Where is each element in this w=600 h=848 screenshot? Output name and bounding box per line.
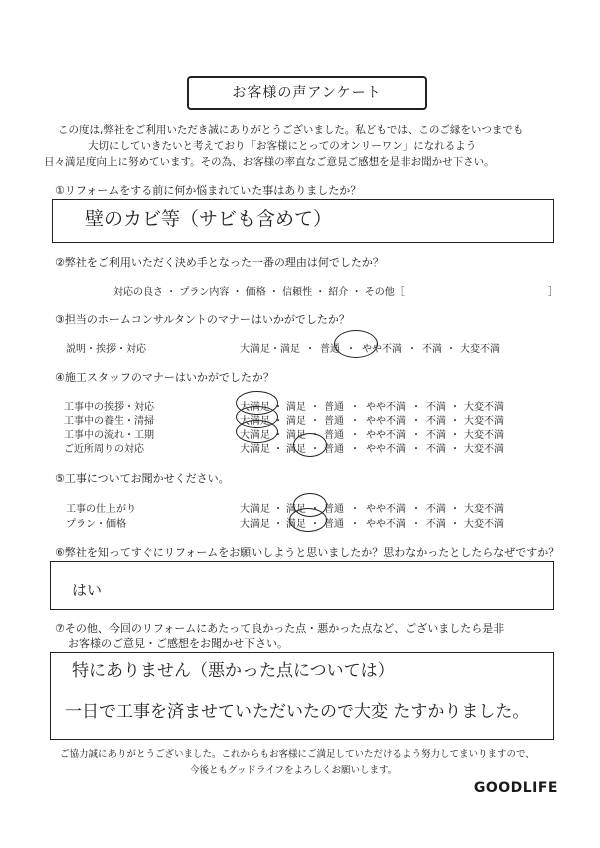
intro-line-3: 日々満足度向上に努めています。その為、お客様の率直なご意見ご感想を是非お聞かせ下さい。 xyxy=(44,156,495,168)
intro-line-1: この度は,弊社をご利用いただき誠にありがとうございました。私どもでは、このご縁をいつまでも xyxy=(58,124,524,136)
question-5: ⑤工事についてお聞かせください。 xyxy=(55,472,230,485)
q4-row-1-scale: 大満足 ・ 満足 ・ 普通 ・ やや不満 ・ 不満 ・ 大変不満 xyxy=(240,402,504,413)
question-4: ④施工スタッフのマナーはいかがでしたか？ xyxy=(55,371,274,384)
answer-1-handwritten: 壁のカビ等（サビも含めて） xyxy=(85,208,333,230)
q4-row-4-selected-circle xyxy=(293,433,327,457)
scale-taihen-fuman: 大変不満 xyxy=(460,344,500,355)
scale-futsuu: 普通 xyxy=(320,344,340,355)
q2-bracket-close: ］ xyxy=(548,287,558,298)
q3-scale: 大満足・満足 ・ 普通 ・ やや不満 ・ 不満 ・ 大変不満 xyxy=(240,340,500,355)
answer-7-line-2-handwritten: 一日で工事を済ませていただいたので大変 たすかりました。 xyxy=(65,702,530,722)
q5-row-2-label: プラン・価格 xyxy=(66,519,126,530)
answer-6-handwritten: はい xyxy=(72,581,103,599)
survey-title: お客様の声アンケート xyxy=(187,76,427,110)
q3-row-label: 説明・挨拶・対応 xyxy=(66,344,146,355)
footer-line-1: ご協力誠にありがとうございました。これからもお客様にご満足していただけるよう努力してまいりますので、 xyxy=(60,749,535,760)
question-1: ①リフォームをする前に何か悩まれていた事はありましたか？ xyxy=(55,184,362,197)
q3-selected-circle xyxy=(334,330,378,358)
goodlife-logo: GOODLIFE xyxy=(473,780,558,796)
q2-options: 対応の良さ ・ プラン内容 ・ 価格 ・ 信頼性 ・ 紹介 ・ その他［ xyxy=(113,287,405,298)
q4-row-3-selected-circle xyxy=(236,420,278,443)
q4-row-4-scale: 大満足 ・ 満足 ・ 普通 ・ やや不満 ・ 不満 ・ 大変不満 xyxy=(240,444,504,455)
q5-row-2-scale: 大満足 ・ 満足 ・ 普通 ・ やや不満 ・ 不満 ・ 大変不満 xyxy=(240,519,504,530)
q4-row-4-label: ご近所周りの対応 xyxy=(64,444,144,455)
footer-line-2: 今後ともグッドライフをよろしくお願いします。 xyxy=(190,765,398,776)
q4-row-2-label: 工事中の養生・清掃 xyxy=(64,416,154,427)
question-6: ⑥弊社を知ってすぐにリフォームをお願いしようと思いましたか？思わなかったとしたらなぜですか？ xyxy=(55,546,560,559)
q4-row-2-scale: 大満足 ・ 満足 ・ 普通 ・ やや不満 ・ 不満 ・ 大変不満 xyxy=(240,416,504,427)
question-3: ③担当のホームコンサルタントのマナーはいかがでしたか？ xyxy=(55,313,350,326)
scale-dai-manzoku: 大満足 xyxy=(240,344,270,355)
answer-7-line-1-handwritten: 特にありません（悪かった点については） xyxy=(72,661,395,681)
question-7-line-1: ⑦その他、今回のリフォームにあたって良かった点・悪かった点など、ございましたら是非 xyxy=(55,622,505,635)
scale-yaya-fuman: やや不満 xyxy=(362,344,402,355)
q5-row-1-label: 工事の仕上がり xyxy=(66,504,136,515)
q5-row-1-scale: 大満足 ・ 満足 ・ 普通 ・ やや不満 ・ 不満 ・ 大変不満 xyxy=(240,504,504,515)
question-7-line-2: お客様のご意見・ご感想をお聞かせ下さい。 xyxy=(68,637,288,650)
scale-fuman: 不満 xyxy=(422,344,442,355)
intro-line-2: 大切にしていきたいと考えており「お客様にとってのオンリーワン」になれるよう xyxy=(88,140,477,152)
q4-row-1-label: 工事中の挨拶・対応 xyxy=(64,402,154,413)
answer-box-6 xyxy=(50,561,554,610)
scale-manzoku: 満足 xyxy=(280,344,300,355)
q4-row-3-label: 工事中の流れ・工期 xyxy=(64,430,154,441)
q5-row-2-selected-circle xyxy=(289,508,327,532)
q4-row-3-scale: 大満足 ・ 満足 ・ 普通 ・ やや不満 ・ 不満 ・ 大変不満 xyxy=(240,430,504,441)
question-2: ②弊社をご利用いただく決め手となった一番の理由は何でしたか？ xyxy=(55,256,384,269)
